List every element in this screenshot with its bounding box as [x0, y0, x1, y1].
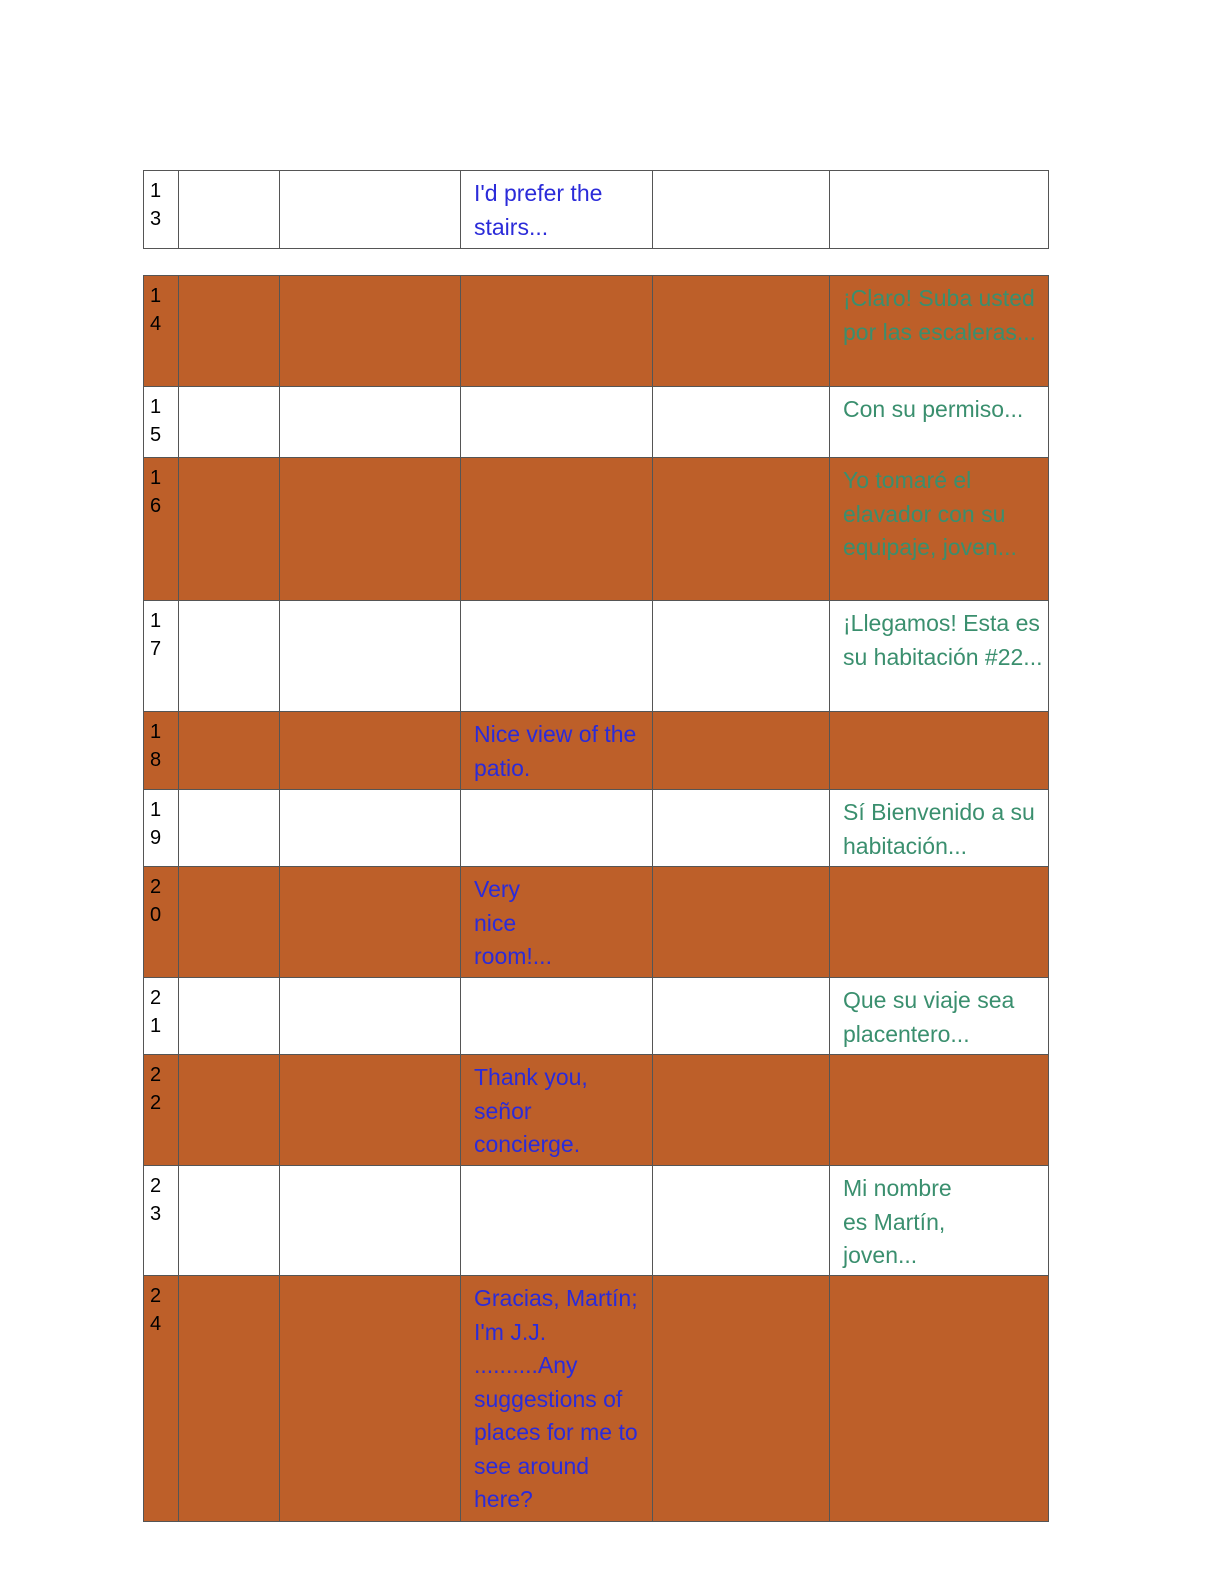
empty-cell: [280, 601, 461, 712]
row-number: [144, 601, 179, 712]
empty-cell: [179, 978, 280, 1055]
empty-cell: [280, 171, 461, 249]
spanish-line: ¡Claro! Suba usted por las escaleras...: [830, 276, 1049, 387]
row-number-digit-1: 2: [150, 1175, 162, 1197]
table-row: [144, 867, 1049, 978]
row-number-digit-1: 1: [150, 721, 162, 743]
dialogue-table-main: [143, 275, 1049, 1522]
row-number-digit-2: 0: [150, 904, 162, 926]
empty-cell: [280, 978, 461, 1055]
empty-cell: [280, 1055, 461, 1166]
row-number-digit-1: 2: [150, 1064, 162, 1086]
english-line: Gracias, Martín; I'm J.J. ..........Any suggestions of places for me to see around here?: [461, 1276, 653, 1522]
table-row: [144, 1166, 1049, 1276]
spanish-line: Yo tomaré el elavador con su equipaje, joven...: [830, 458, 1049, 601]
empty-cell: [179, 712, 280, 790]
table-row: [144, 601, 1049, 712]
row-number-digit-1: 2: [150, 876, 162, 898]
row-number-digit-2: 5: [150, 424, 162, 446]
empty-cell: [179, 276, 280, 387]
row-number-digit-2: 3: [150, 208, 162, 230]
english-line: [461, 387, 653, 458]
empty-cell: [179, 1276, 280, 1522]
table-row: [144, 458, 1049, 601]
empty-cell: [653, 1166, 830, 1276]
spanish-line: [830, 1055, 1049, 1166]
row-number: [144, 790, 179, 867]
english-line: [461, 276, 653, 387]
spanish-line: ¡Llegamos! Esta es su habitación #22...: [830, 601, 1049, 712]
empty-cell: [179, 601, 280, 712]
spanish-line: [830, 867, 1049, 978]
row-number: [144, 867, 179, 978]
empty-cell: [280, 867, 461, 978]
row-number-digit-2: 8: [150, 749, 162, 771]
table-row: [144, 1276, 1049, 1522]
english-line: [461, 601, 653, 712]
empty-cell: [653, 790, 830, 867]
row-number-digit-2: 4: [150, 1313, 162, 1335]
empty-cell: [653, 712, 830, 790]
table-row: [144, 978, 1049, 1055]
table-row: [144, 276, 1049, 387]
empty-cell: [179, 458, 280, 601]
row-number-digit-1: 1: [150, 180, 162, 202]
row-number-digit-1: 1: [150, 396, 162, 418]
english-line: I'd prefer the stairs...: [461, 171, 653, 249]
row-number-digit-2: 6: [150, 495, 162, 517]
empty-cell: [280, 712, 461, 790]
row-number: [144, 712, 179, 790]
spanish-line: Con su permiso...: [830, 387, 1049, 458]
row-number: [144, 1166, 179, 1276]
row-number-digit-2: 4: [150, 313, 162, 335]
spanish-line: [830, 171, 1049, 249]
spanish-line: Que su viaje sea placentero...: [830, 978, 1049, 1055]
row-number: [144, 171, 179, 249]
empty-cell: [179, 1055, 280, 1166]
row-number-digit-1: 2: [150, 987, 162, 1009]
row-number-digit-2: 3: [150, 1203, 162, 1225]
empty-cell: [179, 867, 280, 978]
spanish-line: Mi nombre es Martín, joven...: [830, 1166, 1049, 1276]
row-number-digit-2: 2: [150, 1092, 162, 1114]
empty-cell: [653, 978, 830, 1055]
empty-cell: [653, 171, 830, 249]
empty-cell: [179, 1166, 280, 1276]
empty-cell: [653, 458, 830, 601]
table-row: [144, 712, 1049, 790]
empty-cell: [179, 171, 280, 249]
empty-cell: [179, 387, 280, 458]
english-line: [461, 458, 653, 601]
empty-cell: [653, 1055, 830, 1166]
table-row: [144, 1055, 1049, 1166]
spanish-line: Sí Bienvenido a su habitación...: [830, 790, 1049, 867]
row-number-digit-1: 1: [150, 610, 162, 632]
row-number-digit-2: 9: [150, 827, 162, 849]
row-number: [144, 978, 179, 1055]
row-number-digit-1: 1: [150, 467, 162, 489]
row-number: [144, 276, 179, 387]
empty-cell: [280, 1166, 461, 1276]
row-number: [144, 1276, 179, 1522]
row-number: [144, 1055, 179, 1166]
empty-cell: [653, 387, 830, 458]
row-number: [144, 458, 179, 601]
english-line: Nice view of the patio.: [461, 712, 653, 790]
english-line: [461, 790, 653, 867]
row-number-digit-2: 7: [150, 638, 162, 660]
english-line: [461, 1166, 653, 1276]
empty-cell: [653, 276, 830, 387]
empty-cell: [653, 867, 830, 978]
row-number: [144, 387, 179, 458]
empty-cell: [179, 790, 280, 867]
empty-cell: [280, 458, 461, 601]
table-row: [144, 171, 1049, 249]
empty-cell: [280, 387, 461, 458]
row-number-digit-1: 1: [150, 799, 162, 821]
empty-cell: [280, 276, 461, 387]
english-line: Very nice room!...: [461, 867, 653, 978]
dialogue-table-top: [143, 170, 1049, 249]
row-number-digit-2: 1: [150, 1015, 162, 1037]
spanish-line: [830, 712, 1049, 790]
table-row: [144, 790, 1049, 867]
row-number-digit-1: 2: [150, 1285, 162, 1307]
empty-cell: [280, 1276, 461, 1522]
empty-cell: [653, 601, 830, 712]
table-row: [144, 387, 1049, 458]
row-number-digit-1: 1: [150, 285, 162, 307]
empty-cell: [653, 1276, 830, 1522]
spanish-line: [830, 1276, 1049, 1522]
english-line: [461, 978, 653, 1055]
english-line: Thank you, señor concierge.: [461, 1055, 653, 1166]
empty-cell: [280, 790, 461, 867]
